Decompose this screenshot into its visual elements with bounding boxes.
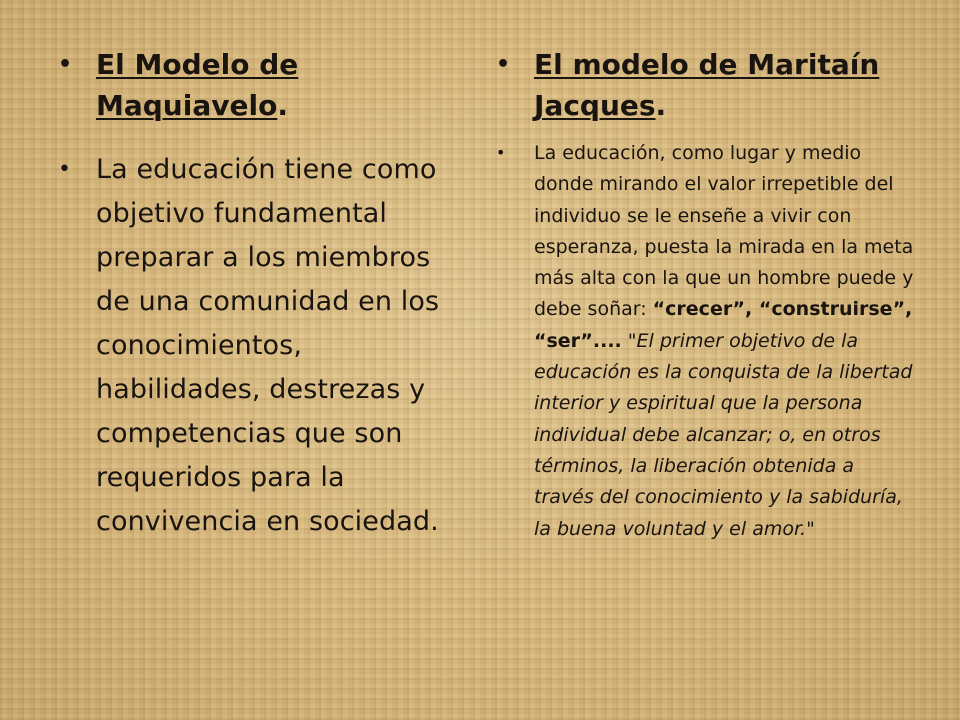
bullet-icon: • bbox=[496, 143, 506, 162]
left-body-text: La educación tiene como objetivo fundamental preparar a los miembros de una comunidad en los conocimientos, habilidades, destrezas y competencias que son requeridos para la convivencia en sociedad. bbox=[96, 154, 440, 537]
right-body-bold-keywords: “crecer”, “construirse”, “ser”.... bbox=[534, 298, 913, 352]
left-bullet-list bbox=[58, 44, 458, 544]
right-heading: El modelo de Maritaín Jacques bbox=[534, 48, 880, 122]
right-heading-period: . bbox=[655, 89, 667, 122]
bullet-icon: • bbox=[496, 52, 511, 77]
right-body-intro: La educación, como lugar y medio donde mirando el valor irrepetible del individuo se le enseñe a vivir con esperanza, puesta la mirada en la meta más alta con la que un hombre puede y debe soñar: bbox=[534, 142, 914, 321]
left-column bbox=[58, 44, 458, 544]
right-body-quote-open: " bbox=[621, 329, 637, 352]
right-body-italic-quote: El primer objetivo de la educación es la conquista de la libertad interior y espiritual que la persona individual debe alcanzar; o, en otros términos, la liberación obtenida a través del conocimiento y la sabiduría, la buena voluntad y el amor. bbox=[534, 329, 913, 540]
left-heading: El Modelo de Maquiavelo bbox=[96, 48, 299, 122]
right-body-item bbox=[496, 138, 916, 545]
right-heading-item bbox=[496, 44, 916, 126]
right-column bbox=[496, 44, 916, 545]
left-heading-period: . bbox=[277, 89, 288, 122]
bullet-icon: • bbox=[58, 52, 73, 77]
right-body-quote-close: " bbox=[806, 517, 815, 540]
left-heading-item bbox=[58, 44, 458, 126]
left-body-item bbox=[58, 148, 458, 544]
bullet-icon: • bbox=[58, 157, 72, 182]
right-bullet-list bbox=[496, 44, 916, 545]
